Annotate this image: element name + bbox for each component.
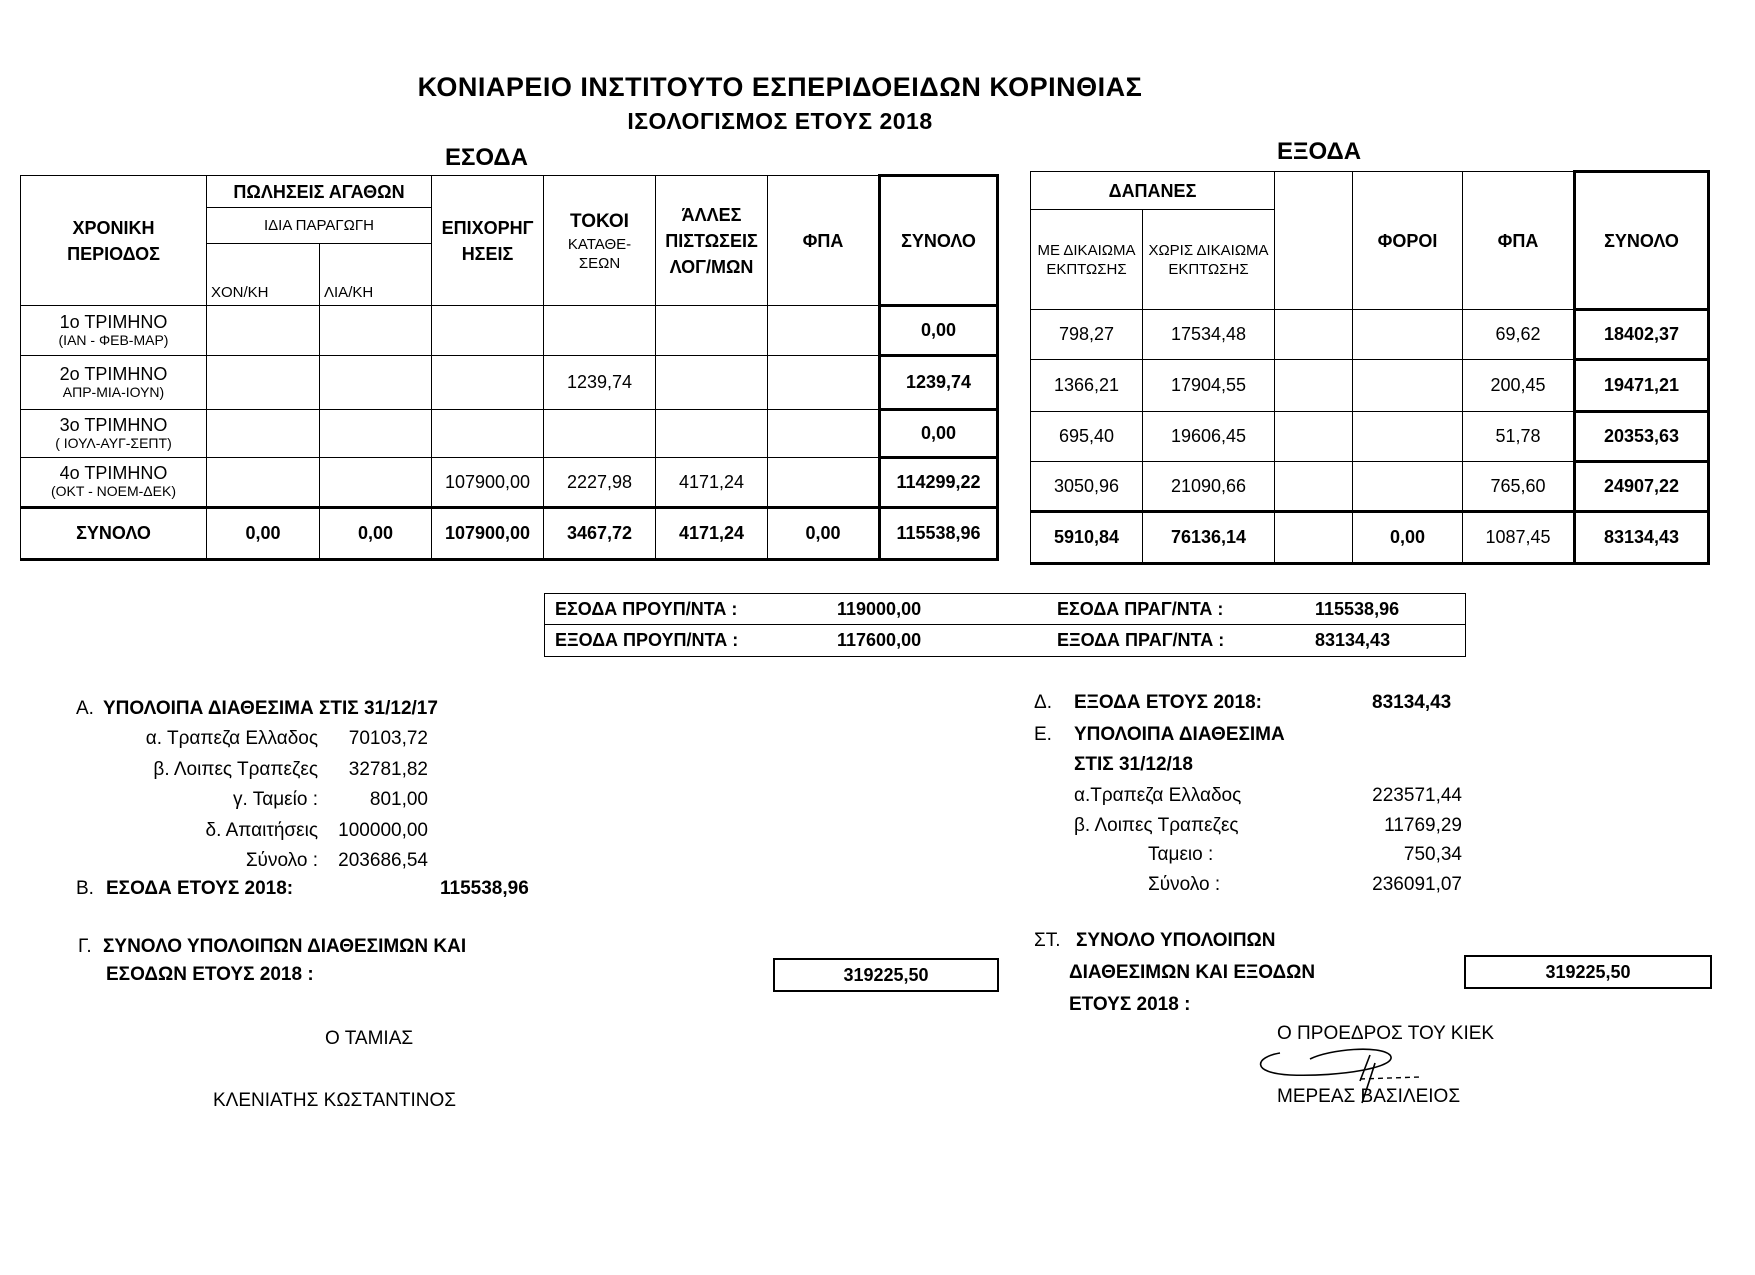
budget-expense-row xyxy=(545,625,1465,655)
section-g-line2: ΕΣΟΔΩΝ ΕΤΟΥΣ 2018 : xyxy=(106,964,314,985)
income-total-interest: 3467,72 xyxy=(544,508,656,560)
a-item-label: α. Τραπεζα Ελλαδος xyxy=(145,728,318,749)
without-deduction-label: ΧΩΡΙΣ ΔΙΚΑΙΩΜΑ ΕΚΠΤΩΣΗΣ xyxy=(1148,241,1269,278)
expenses-header-total: ΣΥΝΟΛΟ xyxy=(1575,172,1709,310)
a-item-label: β. Λοιπες Τραπεζες xyxy=(153,758,318,780)
income-header-grants: ΕΠΙΧΟΡΗΓΗΣΕΙΣ xyxy=(432,176,544,306)
income-cell-other xyxy=(656,306,768,356)
expenses-cell-without: 17904,55 xyxy=(1143,360,1275,412)
income-header-sales: ΠΩΛΗΣΕΙΣ ΑΓΑΘΩΝ xyxy=(207,176,432,208)
expenses-cell-without: 19606,45 xyxy=(1143,412,1275,462)
expenses-cell-total: 24907,22 xyxy=(1575,462,1709,512)
section-d-prefix: Δ. xyxy=(1034,692,1052,713)
section-g-value-box: 319225,50 xyxy=(773,958,999,992)
income-section-title: ΕΣΟΔΑ xyxy=(445,144,529,171)
income-cell-retail xyxy=(320,458,432,508)
expenses-total-row xyxy=(1031,512,1709,564)
expenses-cell-without: 21090,66 xyxy=(1143,462,1275,512)
income-budget-label: ΕΣΟΔΑ ΠΡΟΥΠ/ΝΤΑ : xyxy=(555,599,738,619)
document-title: ΚΟΝΙΑΡΕΙΟ ΙΝΣΤΙΤΟΥΤΟ ΕΣΠΕΡΙΔΟΕΙΔΩΝ ΚΟΡΙΝΘΙΑΣ xyxy=(417,72,1143,102)
income-total-label: ΣΥΝΟΛΟ xyxy=(21,508,207,560)
expenses-cell-vat: 51,78 xyxy=(1463,412,1575,462)
e-item-value: 11769,29 xyxy=(1384,814,1462,836)
expenses-cell-total: 18402,37 xyxy=(1575,310,1709,360)
income-cell-vat xyxy=(768,458,880,508)
section-g-prefix: Γ. xyxy=(78,936,92,957)
income-period-cell xyxy=(21,356,207,410)
income-total-sum: 115538,96 xyxy=(880,508,998,560)
section-st-prefix: ΣΤ. xyxy=(1034,930,1061,951)
income-actual-value: 115538,96 xyxy=(1315,599,1400,619)
section-e-prefix: Ε. xyxy=(1034,724,1052,745)
income-cell-other xyxy=(656,356,768,410)
e-item-label: Ταμειο : xyxy=(1148,844,1214,865)
income-period-label: 1ο ΤΡΙΜΗΝΟ xyxy=(59,311,168,332)
section-d-value: 83134,43 xyxy=(1372,692,1452,713)
expenses-row xyxy=(1031,462,1709,512)
section-b-prefix: Β. xyxy=(76,878,94,899)
income-period-months: ΑΠΡ-ΜΙΑ-ΙΟΥΝ) xyxy=(62,383,165,400)
income-cell-interest xyxy=(544,410,656,458)
a-item-label: δ. Απαιτήσεις xyxy=(205,819,318,841)
section-e-line1: ΥΠΟΛΟΙΠΑ ΔΙΑΘΕΣΙΜΑ xyxy=(1074,724,1285,745)
income-period-months: (ΙΑΝ - ΦΕΒ-ΜΑΡ) xyxy=(58,331,169,348)
income-cell-wholesale xyxy=(207,306,320,356)
income-row xyxy=(21,410,998,458)
expense-actual-label: ΕΞΟΔΑ ΠΡΑΓ/ΝΤΑ : xyxy=(1057,630,1225,650)
income-cell-retail xyxy=(320,410,432,458)
president-signature xyxy=(1250,1025,1440,1105)
income-cell-wholesale xyxy=(207,356,320,410)
income-total-other: 4171,24 xyxy=(656,508,768,560)
income-cell-total: 0,00 xyxy=(880,410,998,458)
income-total-grants: 107900,00 xyxy=(432,508,544,560)
income-cell-other: 4171,24 xyxy=(656,458,768,508)
expenses-header-blank xyxy=(1275,172,1353,310)
expenses-row xyxy=(1031,412,1709,462)
budget-summary-box xyxy=(544,593,1466,657)
treasurer-name: ΚΛΕΝΙΑΤΗΣ ΚΩΣΤΑΝΤΙΝΟΣ xyxy=(213,1090,456,1111)
a-item-value: 70103,72 xyxy=(348,728,428,749)
income-row xyxy=(21,356,998,410)
treasurer-title: Ο ΤΑΜΙΑΣ xyxy=(325,1028,414,1049)
income-actual-label: ΕΣΟΔΑ ΠΡΑΓ/ΝΤΑ : xyxy=(1057,599,1224,619)
income-cell-interest: 2227,98 xyxy=(544,458,656,508)
income-header-retail: ΛΙΑ/ΚΗ xyxy=(320,244,432,306)
expenses-cell-vat: 69,62 xyxy=(1463,310,1575,360)
income-period-cell xyxy=(21,410,207,458)
income-cell-grants xyxy=(432,356,544,410)
expenses-cell-vat: 765,60 xyxy=(1463,462,1575,512)
expenses-table xyxy=(1030,170,1710,565)
expenses-cell-with: 3050,96 xyxy=(1031,462,1143,512)
e-item-label: Σύνολο : xyxy=(1148,873,1221,895)
e-item-label: α.Τραπεζα Ελλαδος xyxy=(1074,785,1242,806)
a-item-value: 100000,00 xyxy=(338,819,428,841)
section-a-prefix: Α. xyxy=(76,698,94,719)
e-item-value: 223571,44 xyxy=(1372,785,1462,806)
expenses-cell-with: 695,40 xyxy=(1031,412,1143,462)
budget-income-row xyxy=(545,594,1465,625)
expenses-cell-taxes xyxy=(1353,360,1463,412)
section-st-value-box: 319225,50 xyxy=(1464,955,1712,989)
income-row xyxy=(21,306,998,356)
e-item-value: 236091,07 xyxy=(1372,873,1462,895)
expense-budget-label: ΕΞΟΔΑ ΠΡΟΥΠ/ΝΤΑ : xyxy=(555,630,739,650)
expense-actual-value: 83134,43 xyxy=(1315,630,1391,650)
income-cell-retail xyxy=(320,306,432,356)
a-item-value: 801,00 xyxy=(369,789,428,810)
expense-budget-value: 117600,00 xyxy=(837,630,922,650)
president-name: ΜΕΡΕΑΣ ΒΑΣΙΛΕΙΟΣ xyxy=(1277,1086,1461,1107)
section-d-title: ΕΞΟΔΑ ΕΤΟΥΣ 2018: xyxy=(1074,692,1262,713)
expenses-cell-without: 17534,48 xyxy=(1143,310,1275,360)
income-cell-total: 0,00 xyxy=(880,306,998,356)
income-header-interest-sub: ΚΑΤΑΘΕ-ΣΕΩΝ xyxy=(567,235,632,272)
income-cell-interest: 1239,74 xyxy=(544,356,656,410)
income-cell-vat xyxy=(768,356,880,410)
income-header-own-production: ΙΔΙΑ ΠΑΡΑΓΩΓΗ xyxy=(207,208,432,244)
expenses-cell-blank xyxy=(1275,412,1353,462)
expenses-total-taxes: 0,00 xyxy=(1353,512,1463,564)
income-period-label: 2ο ΤΡΙΜΗΝΟ xyxy=(59,363,168,384)
expenses-total-sum: 83134,43 xyxy=(1575,512,1709,564)
expenses-cell-taxes xyxy=(1353,412,1463,462)
income-total-retail: 0,00 xyxy=(320,508,432,560)
income-header-interest-main: ΤΟΚΟΙ xyxy=(570,210,629,232)
income-cell-wholesale xyxy=(207,458,320,508)
expenses-cell-total: 20353,63 xyxy=(1575,412,1709,462)
expenses-total-with: 5910,84 xyxy=(1031,512,1143,564)
expenses-row xyxy=(1031,310,1709,360)
expenses-header-spending: ΔΑΠΑΝΕΣ xyxy=(1031,172,1275,210)
expenses-total-blank xyxy=(1275,512,1353,564)
income-cell-grants xyxy=(432,410,544,458)
section-a-title: ΥΠΟΛΟΙΠΑ ΔΙΑΘΕΣΙΜΑ ΣΤΙΣ 31/12/17 xyxy=(103,698,438,719)
document-subtitle: ΙΣΟΛΟΓΙΣΜΟΣ ΕΤΟΥΣ 2018 xyxy=(627,108,933,134)
income-cell-vat xyxy=(768,306,880,356)
section-b-title: ΕΣΟΔΑ ΕΤΟΥΣ 2018: xyxy=(106,878,294,899)
income-header-wholesale: ΧΟΝ/ΚΗ xyxy=(207,244,320,306)
section-st-line1: ΣΥΝΟΛΟ ΥΠΟΛΟΙΠΩΝ xyxy=(1076,930,1276,951)
expenses-header-taxes: ΦΟΡΟΙ xyxy=(1353,172,1463,310)
expenses-cell-blank xyxy=(1275,310,1353,360)
expenses-row xyxy=(1031,360,1709,412)
income-header-other-credits: ΆΛΛΕΣ ΠΙΣΤΩΣΕΙΣ ΛΟΓ/ΜΩΝ xyxy=(656,176,768,306)
expenses-cell-with: 798,27 xyxy=(1031,310,1143,360)
income-cell-wholesale xyxy=(207,410,320,458)
income-cell-total: 114299,22 xyxy=(880,458,998,508)
income-budget-value: 119000,00 xyxy=(837,599,922,619)
income-period-label: 3ο ΤΡΙΜΗΝΟ xyxy=(59,414,168,435)
a-item-value: 203686,54 xyxy=(338,850,428,871)
income-period-months: ( ΙΟΥΛ-ΑΥΓ-ΣΕΠΤ) xyxy=(55,434,172,451)
president-title: Ο ΠΡΟΕΔΡΟΣ ΤΟΥ ΚΙΕΚ xyxy=(1277,1023,1495,1044)
expenses-cell-taxes xyxy=(1353,310,1463,360)
expenses-header-without-deduction xyxy=(1143,210,1275,310)
expenses-cell-blank xyxy=(1275,360,1353,412)
income-header-interest xyxy=(544,176,656,306)
income-period-cell xyxy=(21,458,207,508)
income-header-total: ΣΥΝΟΛΟ xyxy=(880,176,998,306)
expenses-cell-vat: 200,45 xyxy=(1463,360,1575,412)
expenses-total-without: 76136,14 xyxy=(1143,512,1275,564)
expenses-header-with-deduction xyxy=(1031,210,1143,310)
expenses-cell-taxes xyxy=(1353,462,1463,512)
expenses-cell-with: 1366,21 xyxy=(1031,360,1143,412)
income-period-label: 4ο ΤΡΙΜΗΝΟ xyxy=(59,463,168,483)
section-b-value: 115538,96 xyxy=(440,878,529,899)
section-st-line3: ΕΤΟΥΣ 2018 : xyxy=(1069,994,1191,1015)
expenses-total-vat: 1087,45 xyxy=(1463,512,1575,564)
expenses-section-title: ΕΞΟΔΑ xyxy=(1277,138,1362,165)
income-period-cell xyxy=(21,306,207,356)
income-total-row xyxy=(21,508,998,560)
income-total-wholesale: 0,00 xyxy=(207,508,320,560)
a-item-value: 32781,82 xyxy=(348,758,428,780)
income-cell-vat xyxy=(768,410,880,458)
income-header-period: ΧΡΟΝΙΚΗ ΠΕΡΙΟΔΟΣ xyxy=(21,176,207,306)
income-row xyxy=(21,458,998,508)
section-e-line2: ΣΤΙΣ 31/12/18 xyxy=(1074,754,1193,775)
with-deduction-label: ΜΕ ΔΙΚΑΙΩΜΑ ΕΚΠΤΩΣΗΣ xyxy=(1037,241,1136,278)
income-cell-grants xyxy=(432,306,544,356)
section-st-line2: ΔΙΑΘΕΣΙΜΩΝ ΚΑΙ ΕΞΟΔΩΝ xyxy=(1069,962,1316,983)
a-item-label: Σύνολο : xyxy=(245,850,318,871)
expenses-header-vat: ΦΠΑ xyxy=(1463,172,1575,310)
income-total-vat: 0,00 xyxy=(768,508,880,560)
section-g-line1: ΣΥΝΟΛΟ ΥΠΟΛΟΙΠΩΝ ΔΙΑΘΕΣΙΜΩΝ ΚΑΙ xyxy=(103,936,467,957)
income-cell-grants: 107900,00 xyxy=(432,458,544,508)
expenses-cell-blank xyxy=(1275,462,1353,512)
income-header-vat: ΦΠΑ xyxy=(768,176,880,306)
income-cell-interest xyxy=(544,306,656,356)
income-table xyxy=(20,174,999,561)
income-cell-total: 1239,74 xyxy=(880,356,998,410)
income-cell-other xyxy=(656,410,768,458)
income-period-months: (ΟΚΤ - ΝΟΕΜ-ΔΕΚ) xyxy=(51,483,176,499)
e-item-label: β. Λοιπες Τραπεζες xyxy=(1074,814,1239,836)
expenses-cell-total: 19471,21 xyxy=(1575,360,1709,412)
e-item-value: 750,34 xyxy=(1403,844,1462,865)
income-cell-retail xyxy=(320,356,432,410)
a-item-label: γ. Ταμείο : xyxy=(233,789,318,810)
